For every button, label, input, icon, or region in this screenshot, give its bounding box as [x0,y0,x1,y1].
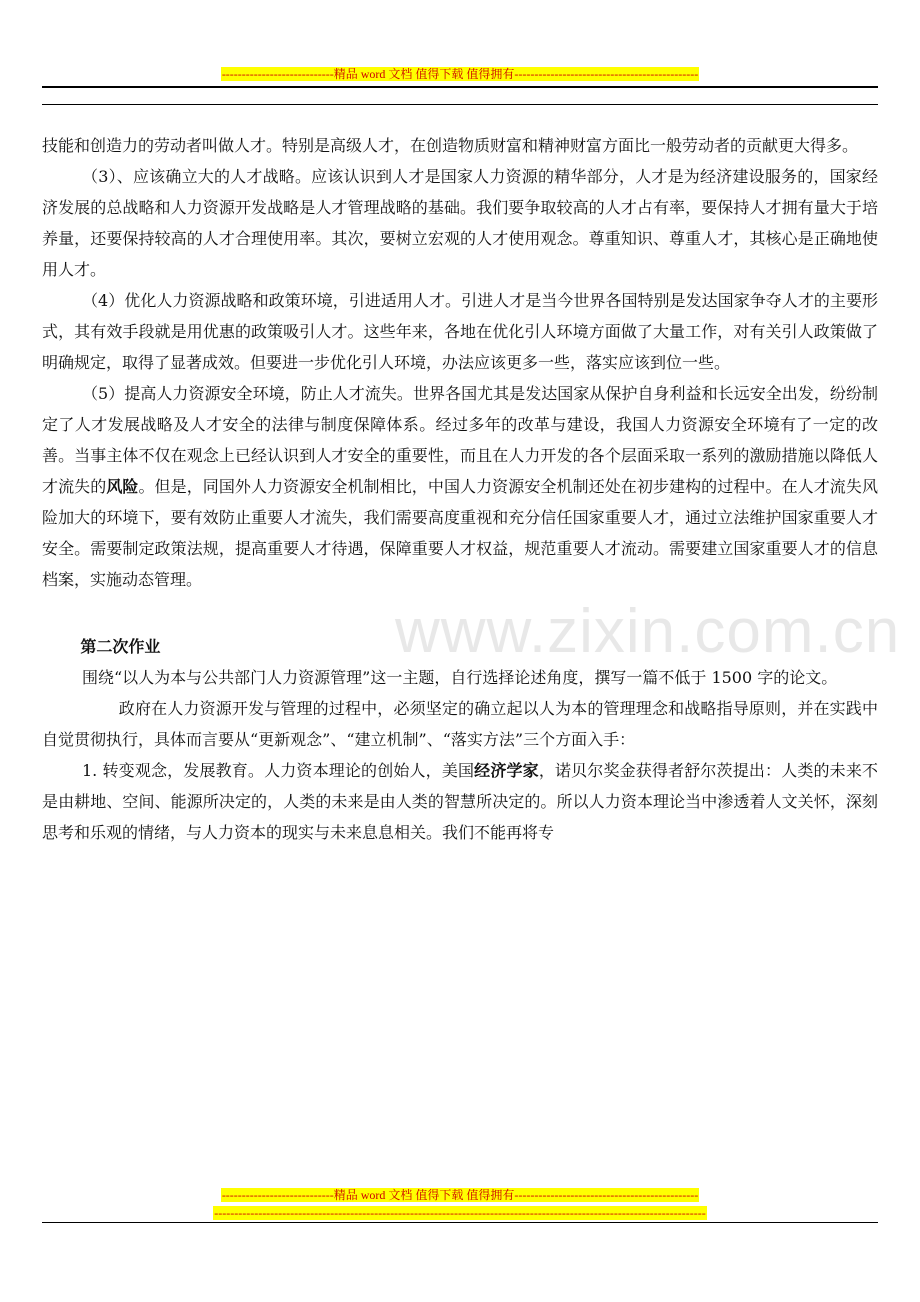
paragraph-continuation: 技能和创造力的劳动者叫做人才。特别是高级人才，在创造物质财富和精神财富方面比一般劳动者的贡献更大得多。 [42,136,859,155]
document-body [42,130,878,848]
essay-point-1 [42,755,878,848]
paragraph-item-3: （3）、应该确立大的人才战略。应该认识到人才是国家人力资源的精华部分，人才是为经济建设服务的，国家经济发展的总战略和人力资源开发战略是人才管理战略的基础。我们要争取较高的人才占有率，要保持人才拥有量大于培养量，还要保持较高的人才合理使用率。其次，要树立宏观的人才使用观念。尊重知识、尊重人才，其核心是正确地使用人才。 [42,167,878,279]
header-rule-thin [42,104,878,105]
paragraph-item-5-text-b: 。但是，同国外人力资源安全机制相比，中国人力资源安全机制还处在初步建构的过程中。在人才流失风险加大的环境下，要有效防止重要人才流失，我们需要高度重视和充分信任国家重要人才，通过立法维护国家重要人才安全。需要制定政策法规，提高重要人才待遇，保障重要人才权益，规范重要人才流动。需要建立国家重要人才的信息档案，实施动态管理。 [42,477,878,589]
header-banner-text: ----------------------------精品 word 文档 值得下载 值得拥有---------------------------------------------- [221,67,699,81]
paragraph-item-4: （4）优化人力资源战略和政策环境，引进适用人才。引进人才是当今世界各国特别是发达国家争夺人才的主要形式，其有效手段就是用优惠的政策吸引人才。这些年来，各地在优化引人环境方面做了大量工作，对有关引人政策做了明确规定，取得了显著成效。但要进一步优化引人环境，办法应该更多一些，落实应该到位一些。 [42,291,878,372]
footer-dashes [0,1206,920,1221]
footer-banner [0,1188,920,1203]
essay-point-1-text-a: 1. 转变观念，发展教育。人力资本理论的创始人，美国 [82,761,475,780]
header-rule-thick [42,86,878,88]
paragraph-item-5-text-a: （5）提高人力资源安全环境，防止人才流失。世界各国尤其是发达国家从保护自身利益和长远安全出发，纷纷制定了人才发展战略及人才安全的法律与制度保障体系。经过多年的改革与建设，我国人力资源安全环境有了一定的改善。当事主体不仅在观念上已经认识到人才安全的重要性，而且在人力开发的各个层面采取一系列的激励措施以降低人才流失的 [42,384,878,496]
footer-banner-text: ----------------------------精品 word 文档 值得下载 值得拥有---------------------------------------------- [221,1188,699,1202]
header-banner [0,67,920,82]
footer-rule [42,1222,878,1223]
assignment-prompt: 围绕“以人为本与公共部门人力资源管理”这一主题，自行选择论述角度，撰写一篇不低于 1500 字的论文。 [82,668,838,687]
watermark: www.zixin.com.cn [395,597,901,666]
essay-intro: 政府在人力资源开发与管理的过程中，必须坚定的确立起以人为本的管理理念和战略指导原则，并在实践中自觉贯彻执行，具体而言要从“更新观念”、“建立机制”、“落实方法”三个方面入手： [42,699,878,749]
essay-point-1-text-b: ，诺贝尔奖金获得者舒尔茨提出：人类的未来不是由耕地、空间、能源所决定的，人类的未来是由人类的智慧所决定的。所以人力资本理论当中渗透着人文关怀，深刻思考和乐观的情绪，与人力资本的现实与未来息息相关。我们不能再将专 [42,761,878,842]
paragraph-item-5 [42,378,878,595]
essay-point-1-bold-term: 经济学家 [474,761,539,780]
section-heading: 第二次作业 [80,637,161,656]
paragraph-item-5-bold-term: 风险 [106,477,139,496]
footer-dashes-text: --------------------------------------------------------------------------------------------------------------------------- [214,1206,706,1220]
